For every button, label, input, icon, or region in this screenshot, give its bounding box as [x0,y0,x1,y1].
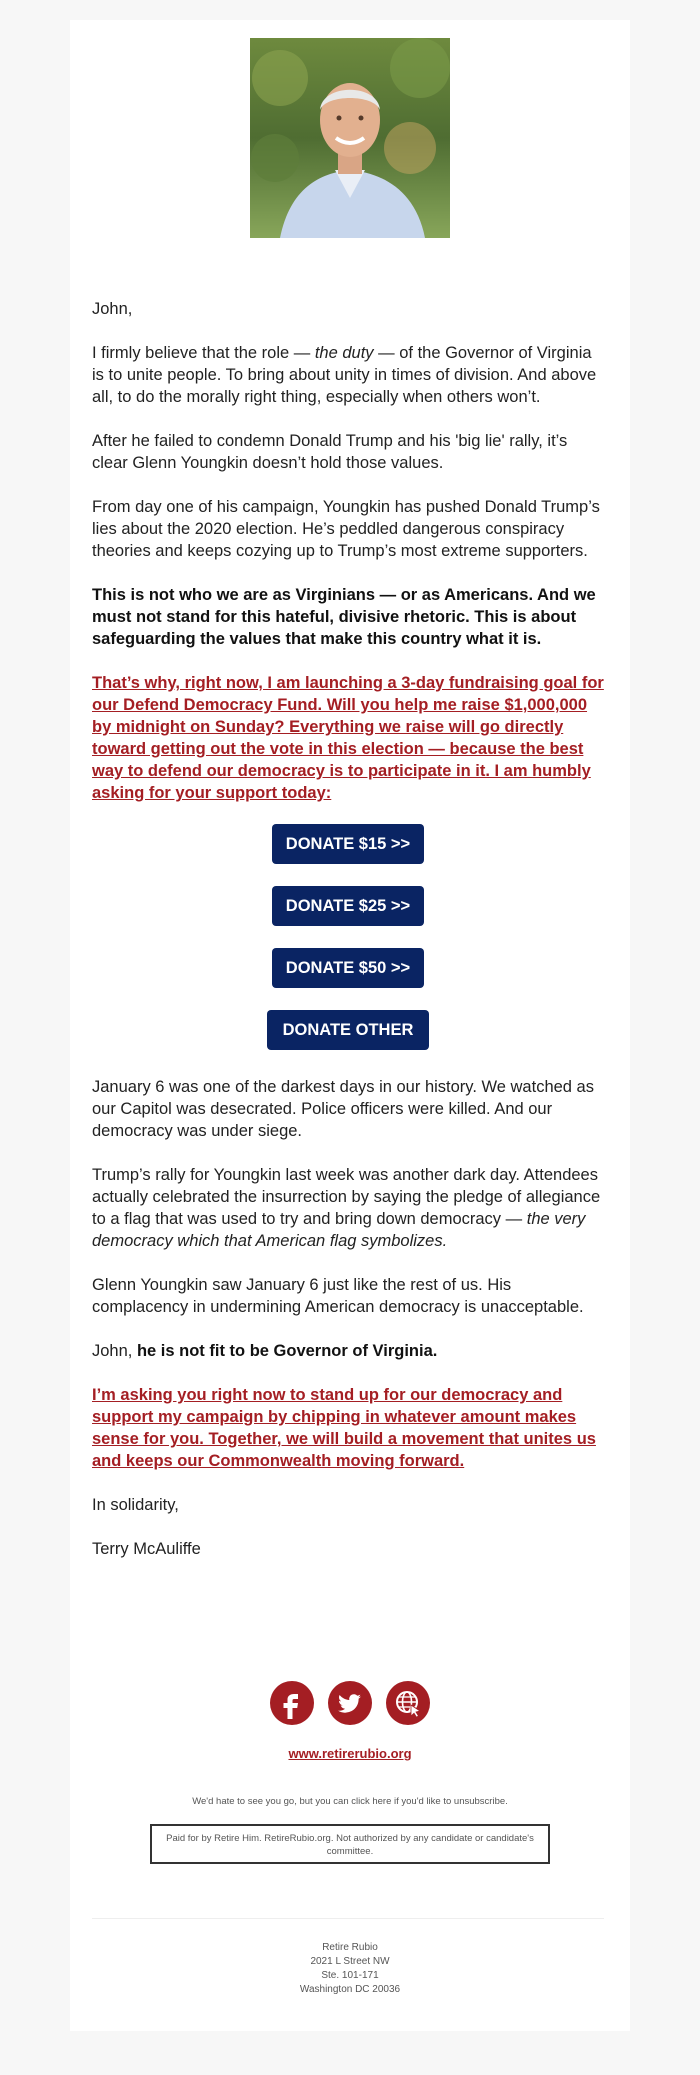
footer-divider [92,1918,604,1919]
address-org: Retire Rubio [322,1942,378,1953]
social-links [70,1681,630,1725]
donate-15-button[interactable]: DONATE $15 >> [272,824,424,864]
candidate-photo-image [250,38,450,238]
facebook-link[interactable] [270,1681,314,1725]
globe-icon [386,1681,430,1725]
paragraph-1: I firmly believe that the role — the duty — of the Governor of Virginia is to unite people. To bring about unity in times of division. And above all, to do the morally right thing, especially when others won’t. [92,344,597,406]
twitter-link[interactable] [328,1681,372,1725]
website-link[interactable]: www.retirerubio.org [288,1746,412,1761]
email-card [70,20,630,2031]
paragraph-4-bold: This is not who we are as Virginians — or as Americans. And we must not stand for this hateful, divisive rhetoric. This is about safeguarding the values that make this country what it is. [92,586,596,648]
twitter-icon [328,1681,372,1725]
paragraph-2: After he failed to condemn Donald Trump and his 'big lie' rally, it’s clear Glenn Youngkin doesn’t hold those values. [92,432,568,472]
donate-50-button[interactable]: DONATE $50 >> [272,948,424,988]
candidate-photo [250,38,450,238]
facebook-icon [270,1681,314,1725]
not-fit-statement: he is not fit to be Governor of Virginia. [136,1342,438,1360]
paragraph-7: Glenn Youngkin saw January 6 just like the rest of us. His complacency in undermining American democracy is unacceptable. [92,1276,584,1316]
closing: In solidarity, [92,1496,179,1514]
fundraising-appeal-link[interactable]: That’s why, right now, I am launching a 3-day fundraising goal for our Defend Democracy Fund. Will you help me raise $1,000,000 by midnight on Sunday? Everything we raise will go directly toward getting out the vote in this election — because the best way to defend our democracy is to participate in it. I am humbly asking for your support today: [92,674,604,802]
unsubscribe-text[interactable]: We'd hate to see you go, but you can click here if you'd like to unsubscribe. [192,1796,508,1807]
mailing-address [70,1941,630,1997]
support-appeal-link[interactable]: I’m asking you right now to stand up for our democracy and support my campaign by chipping in whatever amount makes sense for you. Together, we will build a movement that unites us and keeps our Commonwealth moving forward. [92,1386,596,1470]
paragraph-8: John, he is not fit to be Governor of Virginia. [92,1342,438,1360]
donate-25-button[interactable]: DONATE $25 >> [272,886,424,926]
paragraph-6: Trump’s rally for Youngkin last week was another dark day. Attendees actually celebrated the insurrection by saying the pledge of allegiance to a flag that was used to try and bring down democracy — the very democracy which that American flag symbolizes. [92,1166,601,1250]
paid-for-disclaimer: Paid for by Retire Him. RetireRubio.org. Not authorized by any candidate or candidate's committee. [150,1824,550,1864]
emphasis-flag: the very democracy which that American flag symbolizes. [92,1210,586,1250]
paragraph-3: From day one of his campaign, Youngkin has pushed Donald Trump’s lies about the 2020 election. He’s peddled dangerous conspiracy theories and keeps cozying up to Trump’s most extreme supporters. [92,498,600,560]
address-city: Washington DC 20036 [299,1984,401,1995]
signature: Terry McAuliffe [92,1540,201,1558]
address-line1: 2021 L Street NW [310,1956,390,1967]
address-line2: Ste. 101-171 [321,1970,379,1981]
donate-other-button[interactable]: DONATE OTHER [267,1010,429,1050]
greeting: John, [92,300,133,318]
email-body [92,298,604,1582]
paragraph-5: January 6 was one of the darkest days in our history. We watched as our Capitol was desecrated. Police officers were killed. And our democracy was under siege. [92,1078,594,1140]
website-link-icon-button[interactable] [386,1681,430,1725]
emphasis-duty: the duty [314,344,374,362]
